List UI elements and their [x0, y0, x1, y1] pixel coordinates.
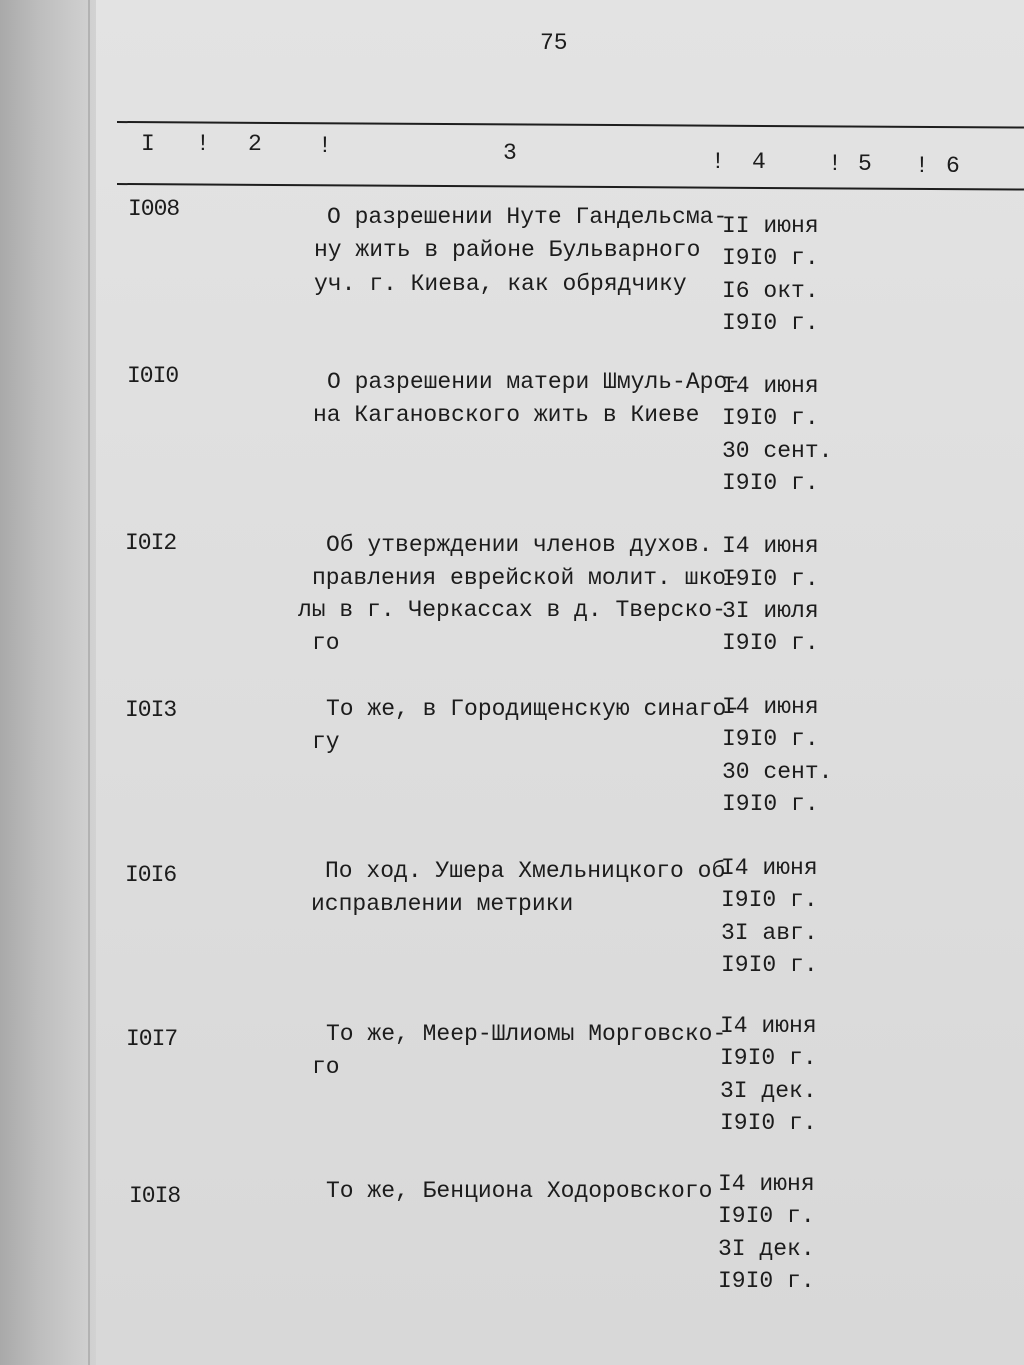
entry-date: II июня [722, 213, 819, 239]
header-col-5: 5 [858, 151, 872, 177]
entry-date: I9I0 г. [718, 1203, 815, 1229]
entry-text-line: Об утверждении членов духов. [326, 532, 713, 558]
entry-date: I4 июня [722, 373, 819, 399]
entry-number: I0I3 [125, 697, 177, 723]
entry-date: I4 июня [718, 1171, 815, 1197]
entry-number: I0I8 [129, 1183, 181, 1209]
header-col-1: I [141, 131, 155, 157]
entry-date: I9I0 г. [722, 310, 819, 336]
entry-date: I9I0 г. [722, 791, 819, 817]
entry-text-line: на Кагановского жить в Киеве [313, 402, 700, 428]
entry-date: I9I0 г. [722, 470, 819, 496]
entry-date: I9I0 г. [722, 726, 819, 752]
entry-date: 3I авг. [721, 920, 818, 946]
entry-text-line: ну жить в районе Бульварного [314, 237, 701, 263]
header-top-rule [117, 121, 1024, 129]
header-bottom-rule [117, 183, 1024, 191]
entry-text-line: О разрешении Нуте Гандельсма- [327, 204, 728, 230]
entry-date: 3I дек. [718, 1236, 815, 1262]
header-separator: ! [915, 153, 929, 179]
page-number: 75 [540, 30, 568, 56]
entry-text-line: го [312, 1054, 340, 1080]
entry-number: I0I6 [125, 862, 177, 888]
header-col-2: 2 [248, 131, 262, 157]
entry-date: I4 июня [722, 694, 819, 720]
entry-date: I9I0 г. [720, 1110, 817, 1136]
entry-text-line: правления еврейской молит. шко- [312, 565, 740, 591]
entry-number: I0I0 [127, 363, 179, 389]
entry-text-line: То же, Бенциона Ходоровского [326, 1178, 713, 1204]
entry-date: I4 июня [721, 855, 818, 881]
entry-date: 3I дек. [720, 1078, 817, 1104]
entry-text-line: По ход. Ушера Хмельницкого об [325, 858, 726, 884]
entry-date: I4 июня [722, 533, 819, 559]
entry-date: I9I0 г. [720, 1045, 817, 1071]
entry-date: 30 сент. [722, 759, 833, 785]
header-separator: ! [196, 131, 210, 157]
entry-text-line: О разрешении матери Шмуль-Аро- [327, 369, 742, 395]
entry-date: I9I0 г. [722, 566, 819, 592]
entry-date: 30 сент. [722, 438, 833, 464]
entry-date: I9I0 г. [721, 952, 818, 978]
entry-text-line: исправлении метрики [311, 891, 574, 917]
entry-number: I0I7 [126, 1026, 178, 1052]
entry-text-line: го [312, 630, 340, 656]
entry-date: I9I0 г. [722, 245, 819, 271]
header-col-3: 3 [503, 140, 517, 166]
entry-text-line: То же, в Городищенскую синаго- [326, 696, 741, 722]
header-separator: ! [711, 149, 725, 175]
entry-date: I9I0 г. [722, 630, 819, 656]
entry-text-line: лы в г. Черкассах в д. Тверско- [298, 597, 726, 623]
entry-text-line: То же, Меер-Шлиомы Морговско- [326, 1021, 727, 1047]
header-col-4: 4 [752, 149, 766, 175]
entry-date: 3I июля [722, 598, 819, 624]
header-col-6: 6 [946, 153, 960, 179]
entry-text-line: гу [312, 729, 340, 755]
entry-date: I4 июня [720, 1013, 817, 1039]
entry-number: I0I2 [125, 530, 177, 556]
entry-text-line: уч. г. Киева, как обрядчику [314, 271, 687, 297]
entry-date: I6 окт. [722, 278, 819, 304]
entry-number: I008 [128, 196, 180, 222]
header-separator: ! [318, 133, 332, 159]
entry-date: I9I0 г. [721, 887, 818, 913]
header-separator: ! [828, 151, 842, 177]
entry-date: I9I0 г. [722, 405, 819, 431]
entry-date: I9I0 г. [718, 1268, 815, 1294]
